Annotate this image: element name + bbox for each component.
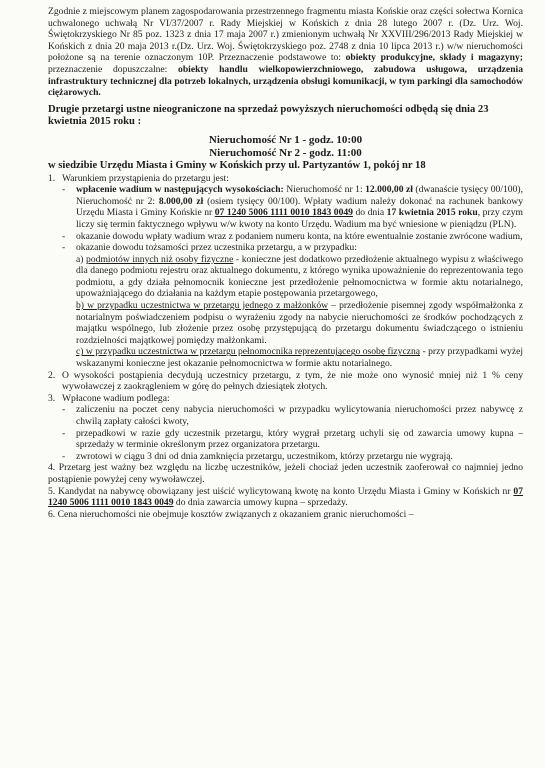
- case-a-underlined: podmiotów innych niż osoby fizyczne: [86, 253, 234, 265]
- wadium-text-2: (dwanaście tysięcy 00/100), Nieruchomość nr 2:: [76, 184, 523, 207]
- wadium-text-3: (osiem tysięcy 00/100). Wpłaty wadium należy dokonać na rachunek bankowy Urzędu Miasta i Gminy Końskie nr: [76, 195, 523, 219]
- lot-schedule: [48, 134, 523, 160]
- case-b: [48, 300, 523, 346]
- item-1: [48, 173, 523, 185]
- bullet-text: okazanie dowodu tożsamości przez uczestnika przetargu, a w przypadku:: [76, 242, 357, 254]
- lot-1-time: Nieruchomość Nr 1 - godz. 10:00: [208, 133, 363, 146]
- item-3-bullet-1: [48, 404, 523, 427]
- case-a-text: - konieczne jest dodatkowo przedłożenie aktualnego wypisu z właściwego dla danego podmiotu rejestru oraz aktualnego dokumentu, z którego wynika upoważnienie do reprezentowania tego podmiotu, a gdy działa pełnomocnik konieczne jest przedłożenie pełnomocnictwa w formie aktu notarialnego, upoważniającego do działania na każdym etapie postępowania przetargowego,: [76, 253, 524, 300]
- case-b-underlined: b) w przypadku uczestnictwa w przetargu jednego z małżonków: [76, 300, 329, 312]
- item-3-text: Wpłacone wadium podlega:: [62, 392, 170, 404]
- item-1-bullet-2: [48, 231, 523, 243]
- item-5-account-number: 07 1240 5006 1111 0010 1843 0049: [48, 485, 523, 509]
- case-c-underlined: c) w przypadku uczestnictwa w przetargu pełnomocnika reprezentującego osobę fizyczną: [76, 346, 421, 358]
- wadium-text-5: , przy czym liczy się termin faktycznego wpływu w/w kwoty na konto Urzędu. Wadium ma być wniesione w pieniądzu (PLN).: [76, 207, 523, 230]
- lot-2-time: Nieruchomość Nr 2 - godz. 11:00: [209, 146, 362, 159]
- dash-bullet-icon: -: [62, 450, 66, 462]
- bullet-text: zaliczeniu na poczet ceny nabycia nieruchomości w przypadku wylicytowania nieruchomości przez nabywcę z chwilą zapłaty całości kwoty,: [76, 404, 523, 427]
- wadium-amount-1: 12.000,00 zł: [365, 184, 413, 196]
- intro-text-1: Zgodnie z miejscowym planem zagospodarowania przestrzennego fragmentu miasta Końskie oraz części sołectwa Kornica uchwalonego uchwałą Nr VI/37/2007 r. Rady Miejskiej w Końskich z dnia 28 lutego 2007 r. (Dz. Urz. Woj. Świętokrzyskiego Nr 85 poz. 1323 z dnia 17 maja 2007 r.) zmienionym uchwałą Nr XXVIII/296/2013 Rady Miejskiej w Końskich z dnia 20 maja 2013 r.(Dz. Urz. Woj. Świętokrzyskiego poz. 2748 z dnia 10 lipca 2013 r.) w/w nieruchomości położone są na terenie oznaczonym 10P. Przeznaczenie podstawowe to:: [48, 6, 523, 64]
- dash-bullet-icon: -: [62, 242, 66, 254]
- item-3-bullet-3: [48, 451, 523, 463]
- bullet-text: zwrotowi w ciągu 3 dni od dnia zamknięcia przetargu, uczestnikom, którzy przetargu nie wygrają.: [76, 450, 453, 462]
- item-1-bullet-1: [48, 184, 523, 230]
- dash-bullet-icon: -: [62, 230, 66, 242]
- wadium-amount-2: 8.000,00 zł: [158, 195, 204, 207]
- wadium-deadline: 17 kwietnia 2015 roku: [386, 207, 478, 219]
- wadium-text-4: do dnia: [352, 207, 387, 219]
- item-6: 6. Cena nieruchomości nie obejmuje kosztów związanych z okazaniem granic nieruchomości –: [48, 508, 414, 520]
- intro-bold-1: obiekty produkcyjne, składy i magazyny;: [345, 52, 523, 64]
- case-a: [48, 254, 523, 300]
- case-a-label: a): [76, 253, 87, 265]
- item-5: [48, 486, 523, 509]
- bullet-text: przepadkowi w razie gdy uczestnik przetargu, który wygrał przetarg uchyli się od zawarcia umowy kupna – sprzedaży w terminie określonym przez organizatora przetargu.: [76, 427, 523, 451]
- wadium-text-1: Nieruchomość nr 1:: [283, 184, 366, 196]
- dash-bullet-icon: -: [62, 184, 66, 196]
- venue-line: w siedzibie Urzędu Miasta i Gminy w Końskich przy ul. Partyzantów 1, pokój nr 18: [48, 159, 426, 171]
- item-3-bullet-2: [48, 428, 523, 451]
- item-3: [48, 393, 523, 405]
- case-c: [48, 346, 523, 369]
- auction-heading: Drugie przetargi ustne nieograniczone na sprzedaż powyższych nieruchomości odbędą się dnia 23 kwietnia 2015 roku :: [48, 103, 489, 128]
- dash-bullet-icon: -: [62, 427, 66, 439]
- item-1-text: Warunkiem przystąpienia do przetargu jest:: [62, 172, 229, 184]
- item-4: 4. Przetarg jest ważny bez względu na liczbę uczestników, jeżeli chociaż jeden uczestnik zaoferował co najmniej jedno postąpienie powyżej ceny wywoławczej.: [48, 462, 523, 485]
- item-5-text-2: do dnia zawarcia umowy kupna – sprzedaży.: [173, 497, 348, 509]
- item-2: [48, 370, 523, 393]
- intro-text-2: przeznaczenie dopuszczalne:: [48, 63, 179, 75]
- wadium-lead: wpłacenie wadium w następujących wysokościach:: [76, 184, 284, 196]
- intro-paragraph: [48, 6, 523, 99]
- item-1-number: 1.: [48, 172, 56, 184]
- item-1-bullet-3: [48, 242, 523, 254]
- case-b-text: – przedłożenie pisemnej zgody współmałżonka z notarialnym poświadczeniem podpisu o wyrażeniu zgody na nabycie nieruchomości ze środków pochodzących z majątku wspólnego, lub złożenie przez osobę przystępującą do przetargu dokumentu świadczącego o istnieniu rozdzielności majątkowej pomiędzy małżonkami.: [76, 300, 523, 346]
- dash-bullet-icon: -: [62, 404, 66, 416]
- item-3-number: 3.: [48, 392, 56, 404]
- item-2-number: 2.: [48, 369, 56, 381]
- item-2-text: O wysokości postąpienia decydują uczestnicy przetargu, z tym, że nie może ono wynosić mniej niż 1 % ceny wywoławczej z zaokrągleniem w górę do pełnych dziesiątek złotych.: [62, 369, 523, 393]
- item-5-text-1: 5. Kandydat na nabywcę obowiązany jest uiścić wylicytowaną kwotę na konto Urzędu Miasta i Gminy w Końskich nr: [48, 485, 514, 497]
- case-c-text: - przy przypadkami wyżej wskazanymi konieczne jest okazanie pełnomocnictwa w formie aktu notarialnego.: [76, 346, 523, 370]
- intro-bold-2: obiekty handlu wielkopowierzchniowego, zabudowa usługowa, urządzenia infrastruktury technicznej dla potrzeb lokalnych, urządzenia obsługi komunikacji, w tym parkingi dla samochodów ciężarowych.: [48, 63, 523, 99]
- bank-account-number: 07 1240 5006 1111 0010 1843 0049: [214, 207, 353, 219]
- bullet-text: okazanie dowodu wpłaty wadium wraz z podaniem numeru konta, na które ewentualnie zostanie zwrócone wadium,: [76, 230, 523, 242]
